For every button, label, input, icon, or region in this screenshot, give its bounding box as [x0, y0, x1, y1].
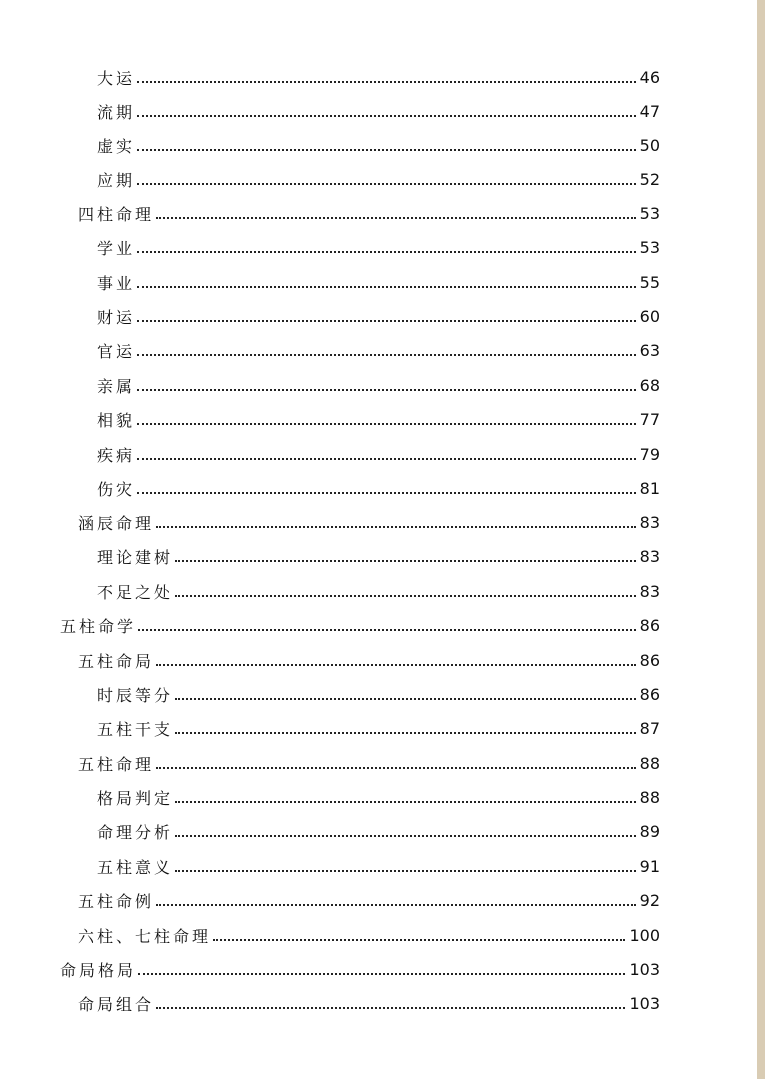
dot-leader	[213, 939, 625, 941]
toc-entry[interactable]	[97, 301, 660, 331]
toc-entry[interactable]	[78, 920, 660, 950]
toc-entry-title: 命局格局	[60, 960, 137, 980]
toc-entry[interactable]	[78, 507, 660, 537]
toc-entry-title: 涵辰命理	[78, 513, 155, 533]
dot-leader	[138, 973, 625, 975]
dot-leader	[137, 423, 636, 425]
toc-entry[interactable]	[97, 96, 660, 126]
toc-entry[interactable]	[60, 610, 660, 640]
toc-entry-title: 流期	[97, 102, 136, 122]
toc-entry[interactable]	[97, 267, 660, 297]
toc-entry-page: 68	[639, 375, 660, 395]
toc-entry-page: 60	[639, 306, 660, 326]
toc-entry[interactable]	[97, 782, 660, 812]
toc-entry-page: 77	[639, 409, 660, 429]
toc-entry-page: 83	[639, 546, 660, 566]
toc-entry-page: 79	[639, 444, 660, 464]
toc-entry[interactable]	[78, 748, 660, 778]
toc-entry-page: 86	[639, 650, 660, 670]
dot-leader	[156, 1007, 625, 1009]
dot-leader	[137, 149, 636, 151]
toc-entry[interactable]	[97, 473, 660, 503]
toc-entry-title: 伤灾	[97, 479, 136, 499]
toc-entry-title: 理论建树	[97, 547, 174, 567]
toc-entry[interactable]	[78, 198, 660, 228]
dot-leader	[137, 183, 636, 185]
toc-entry-page: 100	[629, 925, 660, 945]
toc-entry-title: 事业	[97, 273, 136, 293]
dot-leader	[137, 251, 636, 253]
toc-entry[interactable]	[60, 954, 660, 984]
toc-entry-page: 92	[639, 890, 660, 910]
dot-leader	[137, 81, 636, 83]
toc-entry[interactable]	[97, 130, 660, 160]
toc-entry[interactable]	[97, 335, 660, 365]
dot-leader	[175, 870, 636, 872]
dot-leader	[156, 526, 636, 528]
toc-entry-title: 五柱命理	[78, 754, 155, 774]
toc-entry[interactable]	[97, 576, 660, 606]
dot-leader	[175, 801, 636, 803]
dot-leader	[175, 698, 636, 700]
toc-entry-page: 81	[639, 478, 660, 498]
toc-entry-title: 五柱干支	[97, 719, 174, 739]
toc-entry-page: 53	[639, 203, 660, 223]
toc-entry-title: 不足之处	[97, 582, 174, 602]
toc-entry-title: 相貌	[97, 410, 136, 430]
toc-entry-title: 学业	[97, 238, 136, 258]
toc-entry-page: 87	[639, 718, 660, 738]
toc-entry-title: 格局判定	[97, 788, 174, 808]
dot-leader	[137, 354, 636, 356]
toc-entry-title: 虚实	[97, 136, 136, 156]
dot-leader	[137, 389, 636, 391]
toc-entry-page: 83	[639, 581, 660, 601]
toc-entry-page: 50	[639, 135, 660, 155]
toc-entry[interactable]	[78, 645, 660, 675]
toc-entry[interactable]	[97, 232, 660, 262]
toc-entry[interactable]	[97, 404, 660, 434]
dot-leader	[137, 458, 636, 460]
toc-entry-page: 89	[639, 821, 660, 841]
dot-leader	[138, 629, 636, 631]
dot-leader	[156, 217, 636, 219]
toc-entry-page: 63	[639, 340, 660, 360]
dot-leader	[137, 492, 636, 494]
toc-entry-title: 六柱、七柱命理	[78, 926, 212, 946]
toc-entry-title: 官运	[97, 341, 136, 361]
toc-entry-page: 46	[639, 67, 660, 87]
toc-entry[interactable]	[97, 164, 660, 194]
toc-entry-page: 52	[639, 169, 660, 189]
toc-entry-title: 亲属	[97, 376, 136, 396]
toc-entry-page: 88	[639, 753, 660, 773]
dot-leader	[137, 320, 636, 322]
toc-entry-title: 命理分析	[97, 822, 174, 842]
toc-entry[interactable]	[97, 541, 660, 571]
toc-entry[interactable]	[97, 816, 660, 846]
toc-entry-page: 83	[639, 512, 660, 532]
toc-entry-page: 86	[639, 684, 660, 704]
toc-entry[interactable]	[97, 713, 660, 743]
toc-entry-page: 103	[629, 993, 660, 1013]
dot-leader	[156, 767, 636, 769]
toc-entry[interactable]	[97, 370, 660, 400]
dot-leader	[156, 664, 636, 666]
dot-leader	[175, 595, 636, 597]
toc-entry-page: 91	[639, 856, 660, 876]
dot-leader	[137, 115, 636, 117]
toc-entry-title: 大运	[97, 68, 136, 88]
toc-entry[interactable]	[97, 679, 660, 709]
toc-entry-page: 88	[639, 787, 660, 807]
dot-leader	[156, 904, 636, 906]
toc-entry-title: 五柱命例	[78, 891, 155, 911]
toc-entry-page: 103	[629, 959, 660, 979]
dot-leader	[175, 835, 636, 837]
toc-entry[interactable]	[97, 439, 660, 469]
toc-entry[interactable]	[97, 62, 660, 92]
toc-entry-title: 时辰等分	[97, 685, 174, 705]
toc-entry-title: 命局组合	[78, 994, 155, 1014]
toc-entry[interactable]	[78, 885, 660, 915]
toc-entry-title: 财运	[97, 307, 136, 327]
dot-leader	[175, 732, 636, 734]
toc-entry-title: 五柱意义	[97, 857, 174, 877]
toc-entry-page: 47	[639, 101, 660, 121]
toc-entry-title: 应期	[97, 170, 136, 190]
dot-leader	[175, 560, 636, 562]
toc-entry-page: 55	[639, 272, 660, 292]
toc-entry[interactable]	[78, 988, 660, 1018]
toc-entry-title: 五柱命学	[60, 616, 137, 636]
dot-leader	[137, 286, 636, 288]
toc-entry[interactable]	[97, 851, 660, 881]
toc-entry-title: 四柱命理	[78, 204, 155, 224]
page-edge-shadow	[757, 0, 765, 1079]
toc-entry-page: 53	[639, 237, 660, 257]
toc-entry-title: 五柱命局	[78, 651, 155, 671]
toc-entry-title: 疾病	[97, 445, 136, 465]
toc-entry-page: 86	[639, 615, 660, 635]
